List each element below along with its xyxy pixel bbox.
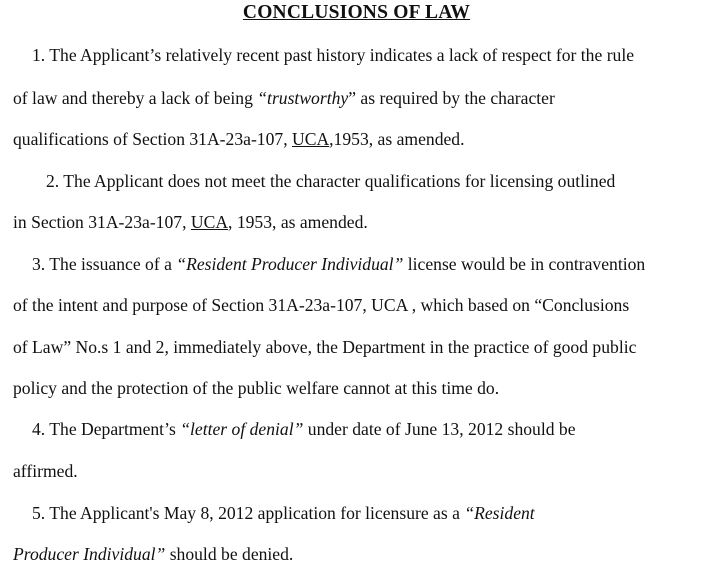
text-run: qualifications of Section 31A-23a-107,	[13, 129, 292, 149]
text-run: 1. The Applicant’s relatively recent past history indicates a lack of respect for the rule	[32, 45, 635, 65]
paragraph-5-line-1	[32, 502, 535, 524]
text-run: policy and the protection of the public welfare cannot at this time do.	[13, 378, 500, 398]
text-run: affirmed.	[13, 461, 78, 481]
page-title: CONCLUSIONS OF LAW	[242, 2, 471, 23]
paragraph-1-line-3	[13, 128, 465, 150]
text-run: ” as required by the character	[348, 88, 555, 108]
paragraph-4-line-2	[13, 460, 78, 482]
text-run: of Law” No.s 1 and 2, immediately above, the Department in the practice of good public	[13, 337, 637, 357]
text-run: license would be in contravention	[403, 254, 646, 274]
paragraph-5-line-2	[13, 543, 293, 565]
paragraph-1-line-1	[32, 44, 634, 66]
underlined-uca: UCA	[292, 129, 330, 149]
underlined-uca: UCA	[190, 212, 229, 232]
paragraph-1-line-2	[13, 87, 555, 109]
italic-term-letter-of-denial: “letter of denial”	[180, 419, 304, 439]
text-run: under date of June 13, 2012 should be	[303, 419, 576, 439]
paragraph-3-line-2	[13, 294, 629, 316]
text-run: 5. The Applicant's May 8, 2012 application for licensure as a	[32, 503, 465, 523]
italic-term-trustworthy: “trustworthy	[257, 88, 349, 108]
text-run: should be denied.	[165, 544, 294, 564]
text-run: , 1953, as amended.	[228, 212, 368, 232]
italic-term-license-type: “Resident Producer Individual”	[176, 254, 404, 274]
text-run: of the intent and purpose of Section 31A-23a-107, UCA , which based on “Conclusions	[13, 295, 630, 315]
paragraph-4-line-1	[32, 418, 576, 440]
paragraph-2-line-2	[13, 211, 368, 233]
italic-term-license-type: “Resident	[464, 503, 535, 523]
text-run: 2. The Applicant does not meet the character qualifications for licensing outlined	[46, 171, 616, 191]
paragraph-3-line-3	[13, 336, 636, 358]
text-run: 3. The issuance of a	[32, 254, 177, 274]
text-run: of law and thereby a lack of being	[13, 88, 258, 108]
text-run: in Section 31A-23a-107,	[13, 212, 191, 232]
italic-term-license-type: Producer Individual”	[13, 544, 166, 564]
text-run: ,1953, as amended.	[329, 129, 465, 149]
paragraph-3-line-1	[32, 253, 645, 275]
paragraph-3-line-4	[13, 377, 499, 399]
text-run: 4. The Department’s	[32, 419, 181, 439]
paragraph-2-line-1	[46, 170, 615, 192]
